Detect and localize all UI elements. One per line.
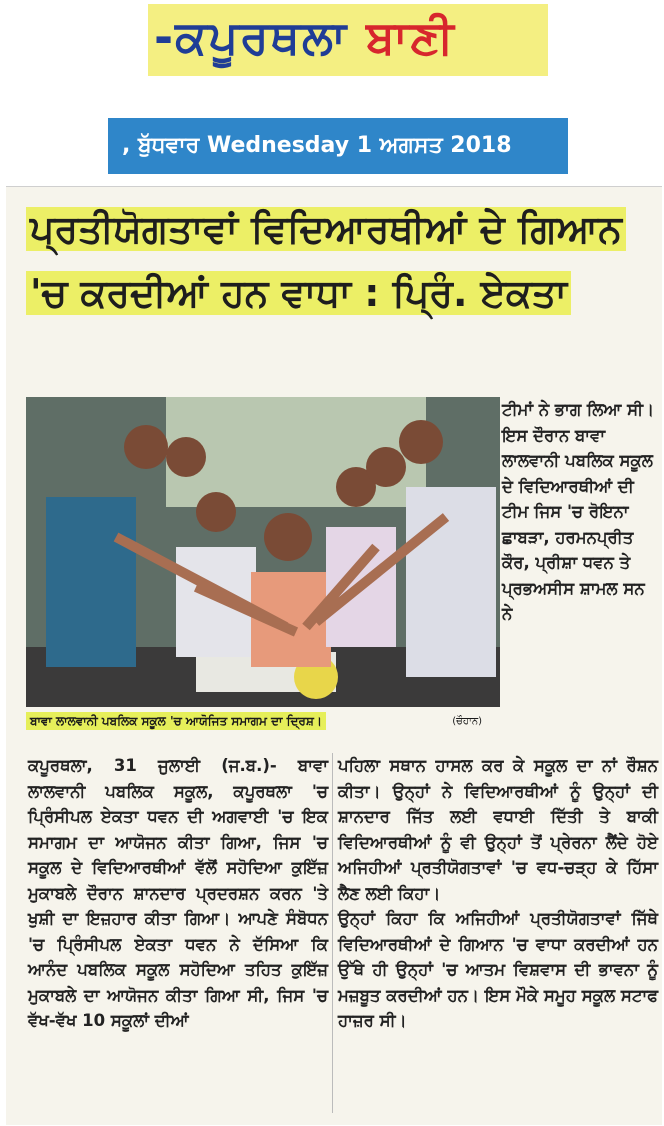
photo-credit: (ਚੌਹਾਨ) (452, 716, 482, 727)
article-clipping (6, 186, 662, 1125)
paragraph: ਉਨ੍ਹਾਂ ਕਿਹਾ ਕਿ ਅਜਿਹੀਆਂ ਪ੍ਰਤੀਯੋਗਤਾਵਾਂ ਜਿੱਥੇ ਵਿਦਿਆਰਥੀਆਂ ਦੇ ਗਿਆਨ 'ਚ ਵਾਧਾ ਕਰਦੀਆਂ ਹਨ ਉੱਥੇ ਹੀ ਉਨ੍ਹਾਂ 'ਚ ਆਤਮ ਵਿਸ਼ਵਾਸ ਦੀ ਭਾਵਨਾ ਨੂੰ ਮਜ਼ਬੂਤ ਕਰਦੀਆਂ ਹਨ। ਇਸ ਮੌਕੇ ਸਮੂਹ ਸਕੂਲ ਸਟਾਫ ਹਾਜ਼ਰ ਸੀ। (338, 909, 658, 1030)
news-photo (26, 397, 500, 707)
logo-part-kapurthala: -ਕਪੂਰਥਲਾ (154, 10, 349, 64)
newspaper-logo (154, 10, 456, 66)
masthead (148, 4, 548, 76)
headline (26, 197, 646, 325)
paragraph: ਟੀਮਾਂ ਨੇ ਭਾਗ ਲਿਆ ਸੀ। ਇਸ ਦੌਰਾਨ ਬਾਵਾ ਲਾਲਵਾਨੀ ਪਬਲਿਕ ਸਕੂਲ ਦੇ ਵਿਦਿਆਰਥੀਆਂ ਦੀ ਟੀਮ ਜਿਸ 'ਚ ਰੋਇਨਾ ਛਾਬੜਾ, ਹਰਮਨਪ੍ਰੀਤ ਕੌਰ, ਪ੍ਰੀਸ਼ਾ ਧਵਨ ਤੇ ਪ੍ਰਭਅਸੀਸ ਸ਼ਾਮਲ ਸਨ ਨੇ (502, 400, 655, 623)
article-column-right-top (502, 397, 660, 627)
headline-line-1: ਪ੍ਰਤੀਯੋਗਤਾਵਾਂ ਵਿਦਿਆਰਥੀਆਂ ਦੇ ਗਿਆਨ (26, 207, 626, 251)
column-divider (332, 753, 333, 1113)
caption-text: ਬਾਵਾ ਲਾਲਵਾਨੀ ਪਬਲਿਕ ਸਕੂਲ 'ਚ ਆਯੋਜਿਤ ਸਮਾਗਮ ਦਾ ਦ੍ਰਿਸ਼। (26, 712, 326, 730)
logo-part-bani: ਬਾਣੀ (366, 10, 456, 64)
dateline: , ਬੁੱਧਵਾਰ Wednesday 1 ਅਗਸਤ 2018 (108, 118, 568, 174)
photo-caption (26, 714, 500, 740)
article-column-right (338, 753, 658, 1034)
paragraph: ਪਹਿਲਾ ਸਥਾਨ ਹਾਸਲ ਕਰ ਕੇ ਸਕੂਲ ਦਾ ਨਾਂ ਰੌਸ਼ਨ ਕੀਤਾ। ਉਨ੍ਹਾਂ ਨੇ ਵਿਦਿਆਰਥੀਆਂ ਨੂੰ ਉਨ੍ਹਾਂ ਦੀ ਸ਼ਾਨਦਾਰ ਜਿੱਤ ਲਈ ਵਧਾਈ ਦਿੱਤੀ ਤੇ ਬਾਕੀ ਵਿਦਿਆਰਥੀਆਂ ਨੂੰ ਵੀ ਉਨ੍ਹਾਂ ਤੋਂ ਪ੍ਰੇਰਨਾ ਲੈਂਦੇ ਹੋਏ ਅਜਿਹੀਆਂ ਪ੍ਰਤੀਯੋਗਤਾਵਾਂ 'ਚ ਵਧ-ਚੜ੍ਹ ਕੇ ਹਿੱਸਾ ਲੈਣ ਲਈ ਕਿਹਾ। (338, 756, 658, 903)
article-column-left (28, 753, 328, 1034)
paragraph: ਕਪੂਰਥਲਾ, 31 ਜੁਲਾਈ (ਜ.ਬ.)- ਬਾਵਾ ਲਾਲਵਾਨੀ ਪਬਲਿਕ ਸਕੂਲ, ਕਪੂਰਥਲਾ 'ਚ ਪ੍ਰਿੰਸੀਪਲ ਏਕਤਾ ਧਵਨ ਦੀ ਅਗਵਾਈ 'ਚ ਇਕ ਸਮਾਗਮ ਦਾ ਆਯੋਜਨ ਕੀਤਾ ਗਿਆ, ਜਿਸ 'ਚ ਸਕੂਲ ਦੇ ਵਿਦਿਆਰਥੀਆਂ ਵੱਲੋਂ ਸਹੋਦਿਆ ਕੁਇੱਜ਼ ਮੁਕਾਬਲੇ ਦੌਰਾਨ ਸ਼ਾਨਦਾਰ ਪ੍ਰਦਰਸ਼ਨ ਕਰਨ 'ਤੇ ਖੁਸ਼ੀ ਦਾ ਇਜ਼ਹਾਰ ਕੀਤਾ ਗਿਆ। ਆਪਣੇ ਸੰਬੋਧਨ 'ਚ ਪ੍ਰਿੰਸੀਪਲ ਏਕਤਾ ਧਵਨ ਨੇ ਦੱਸਿਆ ਕਿ ਆਨੰਦ ਪਬਲਿਕ ਸਕੂਲ ਸਹੋਦਿਆ ਤਹਿਤ ਕੁਇੱਜ਼ ਮੁਕਾਬਲੇ ਦਾ ਆਯੋਜਨ ਕੀਤਾ ਗਿਆ ਸੀ, ਜਿਸ 'ਚ ਵੱਖ-ਵੱਖ 10 ਸਕੂਲਾਂ ਦੀਆਂ (28, 756, 328, 1030)
headline-line-2: 'ਚ ਕਰਦੀਆਂ ਹਨ ਵਾਧਾ : ਪ੍ਰਿੰ. ਏਕਤਾ (26, 271, 571, 315)
